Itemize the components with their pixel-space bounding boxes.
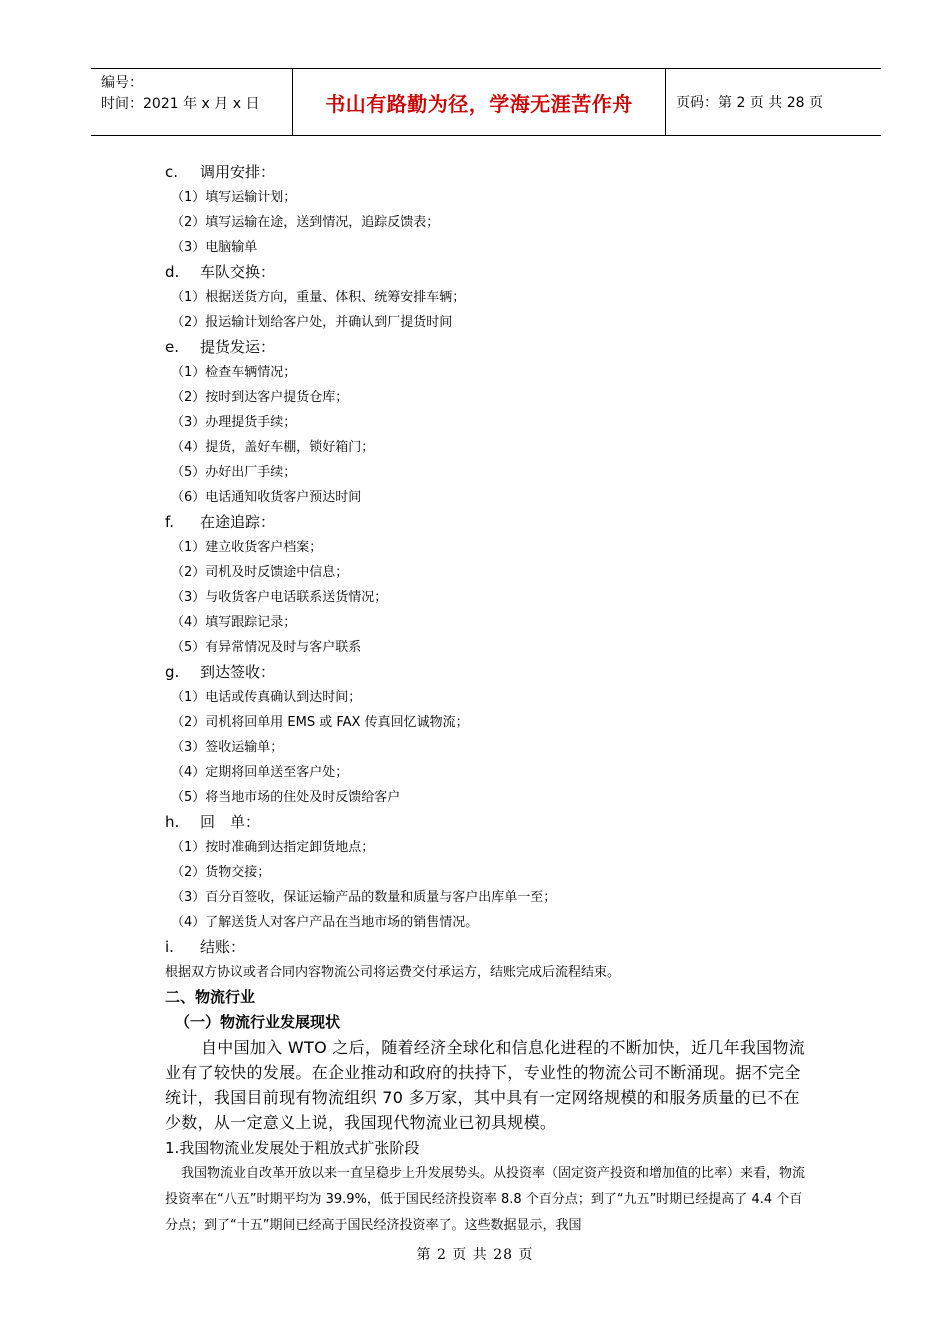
section-title	[165, 510, 815, 535]
paragraph-growth: 我国物流业自改革开放以来一直呈稳步上升发展势头。从投资率（固定资产投资和增加值的比率）来看，物流投资率在“八五”时期平均为 39.9%，低于国民经济投资率 8.8 个百分点；到了“九五”时期已经提高了 4.4 个百分点；到了“十五”期间已经高于国民经济投资率了。这些数据显示，我国	[165, 1166, 806, 1233]
header-page-number: 页码：第 2 页 共 28 页	[676, 95, 823, 111]
section-title-text: 车队交换：	[200, 263, 276, 281]
section-marker: h.	[165, 813, 180, 831]
list-item: （1）按时准确到达指定卸货地点；	[171, 840, 375, 855]
list-item: （1）电话或传真确认到达时间；	[171, 690, 362, 705]
section-title-text: 到达签收：	[200, 663, 276, 681]
list-item: （5）将当地市场的住处及时反馈给客户	[171, 790, 401, 805]
header-meta	[91, 69, 293, 135]
section-marker: g.	[165, 663, 180, 681]
list-item: （4）填写跟踪记录；	[171, 615, 297, 630]
list-item: （1）建立收货客户档案；	[171, 540, 323, 555]
doc-id-label: 编号：	[101, 75, 143, 91]
section-title-text: 结账：	[200, 938, 246, 956]
doc-time-label: 时间：2021 年 x 月 x 日	[101, 96, 260, 112]
section-marker: i.	[165, 938, 174, 956]
list-item: （5）办好出厂手续；	[171, 465, 297, 480]
list-item: （4）了解送货人对客户产品在当地市场的销售情况。	[171, 915, 479, 930]
paragraph-industry-status: 自中国加入 WTO 之后，随着经济全球化和信息化进程的不断加快，近几年我国物流业有了较快的发展。在企业推动和政府的扶持下，专业性的物流公司不断涌现。据不完全统计，我国目前现有物流组织 70 多万家，其中具有一定网络规模的和服务质量的已不在少数，从一定意义上说，我国现代物流业已初具规模。	[165, 1038, 806, 1132]
list-item: （1）根据送货方向，重量、体积、统筹安排车辆；	[171, 290, 466, 305]
document-body	[165, 160, 815, 1239]
numbered-subheading: 1.我国物流业发展处于粗放式扩张阶段	[165, 1139, 420, 1157]
list-item: （6）电话通知收货客户预达时间	[171, 490, 362, 505]
list-item: （3）与收货客户电话联系送货情况；	[171, 590, 388, 605]
list-item: （1）检查车辆情况；	[171, 365, 297, 380]
list-item: （3）百分百签收，保证运输产品的数量和质量与客户出库单一至；	[171, 890, 557, 905]
section-title-text: 在途追踪：	[200, 513, 276, 531]
list-item: （1）填写运输计划；	[171, 190, 297, 205]
list-item: （2）货物交接；	[171, 865, 271, 880]
header-motto: 书山有路勤为径，学海无涯苦作舟	[293, 69, 666, 135]
page-header	[91, 68, 881, 136]
section-title	[165, 935, 815, 960]
list-item: （4）定期将回单送至客户处；	[171, 765, 349, 780]
section-title	[165, 160, 815, 185]
process-sections	[165, 160, 815, 960]
list-item: （2）司机将回单用 EMS 或 FAX 传真回忆诚物流；	[171, 715, 469, 730]
list-item: （3）办理提货手续；	[171, 415, 297, 430]
section-marker: d.	[165, 263, 180, 281]
section-title	[165, 660, 815, 685]
section-title-text: 调用安排：	[200, 163, 276, 181]
list-item: （5）有异常情况及时与客户联系	[171, 640, 362, 655]
section-title-text: 回 单：	[200, 813, 261, 831]
list-item: （4）提货，盖好车棚，锁好箱门；	[171, 440, 375, 455]
list-item: （2）司机及时反馈途中信息；	[171, 565, 349, 580]
section-marker: e.	[165, 338, 179, 356]
section-title	[165, 810, 815, 835]
list-item: （3）签收运输单；	[171, 740, 284, 755]
list-item: （2）填写运输在途，送到情况，追踪反馈表；	[171, 215, 440, 230]
list-item: （3）电脑输单	[171, 240, 258, 255]
section-title	[165, 260, 815, 285]
section-marker: c.	[165, 163, 179, 181]
page-footer: 第 2 页 共 28 页	[416, 1247, 534, 1263]
list-item: （2）按时到达客户提货仓库；	[171, 390, 349, 405]
settlement-text: 根据双方协议或者合同内容物流公司将运费交付承运方，结账完成后流程结束。	[165, 965, 621, 980]
section-heading: 二、物流行业	[165, 988, 256, 1006]
section-title	[165, 335, 815, 360]
list-item: （2）报运输计划给客户处，并确认到厂提货时间	[171, 315, 453, 330]
subsection-heading: （一）物流行业发展现状	[175, 1013, 341, 1031]
section-marker: f.	[165, 513, 174, 531]
section-title-text: 提货发运：	[200, 338, 276, 356]
